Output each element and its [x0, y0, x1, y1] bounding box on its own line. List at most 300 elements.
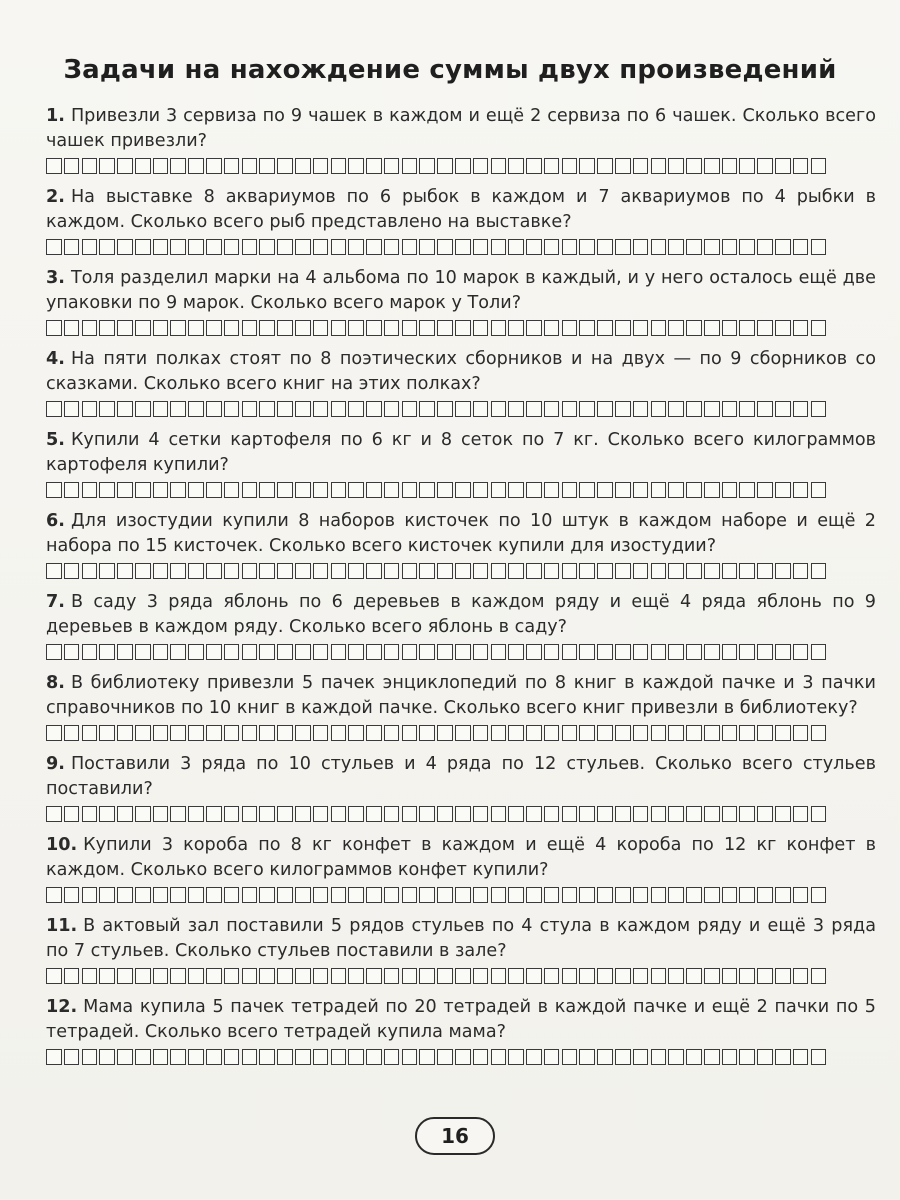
answer-cell[interactable]: [508, 644, 524, 660]
answer-cell[interactable]: [615, 401, 631, 417]
answer-cell[interactable]: [544, 806, 560, 822]
answer-cell[interactable]: [82, 806, 98, 822]
answer-cell[interactable]: [242, 1049, 258, 1065]
answer-cell[interactable]: [259, 806, 275, 822]
answer-cell[interactable]: [188, 806, 204, 822]
answer-cell[interactable]: [757, 482, 773, 498]
answer-cell[interactable]: [224, 239, 240, 255]
answer-cell[interactable]: [117, 725, 133, 741]
answer-cell[interactable]: [224, 644, 240, 660]
answer-cell[interactable]: [384, 563, 400, 579]
answer-cell[interactable]: [242, 887, 258, 903]
answer-cell[interactable]: [722, 887, 738, 903]
answer-cell[interactable]: [117, 887, 133, 903]
answer-cell[interactable]: [633, 725, 649, 741]
answer-cell[interactable]: [46, 320, 62, 336]
answer-cell[interactable]: [64, 725, 80, 741]
answer-cell[interactable]: [117, 482, 133, 498]
answer-cell[interactable]: [224, 563, 240, 579]
answer-cell[interactable]: [704, 1049, 720, 1065]
answer-cell[interactable]: [793, 968, 809, 984]
answer-cell[interactable]: [295, 158, 311, 174]
answer-cell[interactable]: [668, 401, 684, 417]
answer-cell[interactable]: [739, 806, 755, 822]
answer-cell[interactable]: [579, 482, 595, 498]
answer-cell[interactable]: [579, 158, 595, 174]
answer-cell[interactable]: [153, 887, 169, 903]
answer-cell[interactable]: [402, 158, 418, 174]
answer-cell[interactable]: [224, 158, 240, 174]
answer-cell[interactable]: [170, 887, 186, 903]
answer-cell[interactable]: [686, 1049, 702, 1065]
answer-cell[interactable]: [117, 563, 133, 579]
answer-cell[interactable]: [259, 887, 275, 903]
answer-cell[interactable]: [793, 158, 809, 174]
answer-cell[interactable]: [224, 320, 240, 336]
answer-cell[interactable]: [295, 239, 311, 255]
answer-cell[interactable]: [793, 644, 809, 660]
answer-cell[interactable]: [82, 563, 98, 579]
answer-cell[interactable]: [46, 806, 62, 822]
answer-cell[interactable]: [491, 644, 507, 660]
answer-cell[interactable]: [757, 1049, 773, 1065]
answer-cell[interactable]: [99, 320, 115, 336]
answer-cell[interactable]: [419, 401, 435, 417]
answer-cell[interactable]: [686, 887, 702, 903]
answer-cell[interactable]: [313, 239, 329, 255]
answer-cell[interactable]: [46, 158, 62, 174]
answer-cell[interactable]: [242, 968, 258, 984]
answer-cell[interactable]: [348, 644, 364, 660]
answer-cell[interactable]: [99, 725, 115, 741]
answer-cell[interactable]: [811, 725, 827, 741]
answer-cell[interactable]: [651, 320, 667, 336]
answer-cell[interactable]: [597, 806, 613, 822]
answer-cell[interactable]: [206, 968, 222, 984]
answer-cell[interactable]: [668, 563, 684, 579]
answer-cell[interactable]: [704, 482, 720, 498]
answer-cell[interactable]: [668, 482, 684, 498]
answer-cell[interactable]: [117, 806, 133, 822]
answer-cell[interactable]: [597, 644, 613, 660]
answer-cell[interactable]: [544, 725, 560, 741]
answer-cell[interactable]: [668, 320, 684, 336]
answer-cell[interactable]: [508, 482, 524, 498]
answer-cell[interactable]: [331, 563, 347, 579]
answer-cell[interactable]: [437, 644, 453, 660]
answer-cell[interactable]: [633, 1049, 649, 1065]
answer-cell[interactable]: [224, 1049, 240, 1065]
answer-cell[interactable]: [384, 887, 400, 903]
answer-cell[interactable]: [153, 644, 169, 660]
answer-cell[interactable]: [64, 887, 80, 903]
answer-cell[interactable]: [544, 1049, 560, 1065]
answer-cell[interactable]: [366, 239, 382, 255]
answer-cell[interactable]: [473, 644, 489, 660]
answer-cell[interactable]: [437, 320, 453, 336]
answer-cell[interactable]: [615, 725, 631, 741]
answer-cell[interactable]: [117, 320, 133, 336]
answer-cell[interactable]: [313, 644, 329, 660]
answer-cell[interactable]: [793, 806, 809, 822]
answer-cell[interactable]: [668, 239, 684, 255]
answer-cell[interactable]: [242, 563, 258, 579]
answer-cell[interactable]: [366, 320, 382, 336]
answer-cell[interactable]: [686, 968, 702, 984]
answer-cell[interactable]: [277, 725, 293, 741]
answer-cell[interactable]: [295, 401, 311, 417]
answer-cell[interactable]: [135, 968, 151, 984]
answer-cell[interactable]: [188, 158, 204, 174]
answer-cell[interactable]: [46, 968, 62, 984]
answer-cell[interactable]: [633, 320, 649, 336]
answer-cell[interactable]: [153, 158, 169, 174]
answer-cell[interactable]: [402, 887, 418, 903]
answer-cell[interactable]: [419, 725, 435, 741]
answer-cell[interactable]: [473, 320, 489, 336]
answer-cell[interactable]: [686, 806, 702, 822]
answer-cell[interactable]: [562, 806, 578, 822]
answer-cell[interactable]: [544, 644, 560, 660]
answer-cell[interactable]: [242, 725, 258, 741]
answer-cell[interactable]: [739, 239, 755, 255]
answer-cell[interactable]: [722, 158, 738, 174]
answer-cell[interactable]: [615, 563, 631, 579]
answer-cell[interactable]: [366, 563, 382, 579]
answer-cell[interactable]: [668, 1049, 684, 1065]
answer-cell[interactable]: [277, 644, 293, 660]
answer-cell[interactable]: [455, 401, 471, 417]
answer-cell[interactable]: [331, 401, 347, 417]
answer-cell[interactable]: [419, 1049, 435, 1065]
answer-cell[interactable]: [437, 239, 453, 255]
answer-cell[interactable]: [597, 239, 613, 255]
answer-cell[interactable]: [402, 320, 418, 336]
answer-cell[interactable]: [615, 968, 631, 984]
answer-cell[interactable]: [651, 158, 667, 174]
answer-cell[interactable]: [206, 806, 222, 822]
answer-cell[interactable]: [615, 1049, 631, 1065]
answer-cell[interactable]: [615, 482, 631, 498]
answer-cell[interactable]: [775, 158, 791, 174]
answer-cell[interactable]: [206, 482, 222, 498]
answer-cell[interactable]: [508, 320, 524, 336]
answer-cell[interactable]: [170, 320, 186, 336]
answer-cell[interactable]: [206, 320, 222, 336]
answer-cell[interactable]: [99, 563, 115, 579]
answer-cell[interactable]: [775, 320, 791, 336]
answer-cell[interactable]: [473, 725, 489, 741]
answer-cell[interactable]: [775, 806, 791, 822]
answer-cell[interactable]: [811, 320, 827, 336]
answer-cell[interactable]: [562, 725, 578, 741]
answer-cell[interactable]: [64, 968, 80, 984]
answer-cell[interactable]: [775, 644, 791, 660]
answer-cell[interactable]: [117, 401, 133, 417]
answer-cell[interactable]: [135, 320, 151, 336]
answer-cell[interactable]: [170, 725, 186, 741]
answer-cell[interactable]: [82, 482, 98, 498]
answer-cell[interactable]: [668, 806, 684, 822]
answer-cell[interactable]: [633, 482, 649, 498]
answer-cell[interactable]: [366, 644, 382, 660]
answer-cell[interactable]: [526, 1049, 542, 1065]
answer-cell[interactable]: [64, 563, 80, 579]
answer-cell[interactable]: [651, 563, 667, 579]
answer-cell[interactable]: [722, 401, 738, 417]
answer-cell[interactable]: [313, 806, 329, 822]
answer-cell[interactable]: [793, 320, 809, 336]
answer-cell[interactable]: [544, 158, 560, 174]
answer-cell[interactable]: [135, 725, 151, 741]
answer-cell[interactable]: [704, 239, 720, 255]
answer-cell[interactable]: [437, 806, 453, 822]
answer-cell[interactable]: [242, 482, 258, 498]
answer-cell[interactable]: [491, 887, 507, 903]
answer-cell[interactable]: [579, 887, 595, 903]
answer-cell[interactable]: [455, 725, 471, 741]
answer-cell[interactable]: [562, 158, 578, 174]
answer-cell[interactable]: [170, 563, 186, 579]
answer-cell[interactable]: [295, 806, 311, 822]
answer-cell[interactable]: [615, 806, 631, 822]
answer-cell[interactable]: [473, 968, 489, 984]
answer-cell[interactable]: [508, 158, 524, 174]
answer-cell[interactable]: [331, 725, 347, 741]
answer-cell[interactable]: [579, 806, 595, 822]
answer-cell[interactable]: [562, 401, 578, 417]
answer-cell[interactable]: [686, 239, 702, 255]
answer-cell[interactable]: [135, 644, 151, 660]
answer-cell[interactable]: [224, 806, 240, 822]
answer-cell[interactable]: [313, 563, 329, 579]
answer-cell[interactable]: [455, 806, 471, 822]
answer-cell[interactable]: [331, 239, 347, 255]
answer-cell[interactable]: [651, 725, 667, 741]
answer-cell[interactable]: [206, 239, 222, 255]
answer-cell[interactable]: [739, 887, 755, 903]
answer-cell[interactable]: [526, 320, 542, 336]
answer-cell[interactable]: [437, 482, 453, 498]
answer-cell[interactable]: [757, 320, 773, 336]
answer-cell[interactable]: [384, 239, 400, 255]
answer-cell[interactable]: [295, 482, 311, 498]
answer-cell[interactable]: [419, 158, 435, 174]
answer-cell[interactable]: [170, 158, 186, 174]
answer-cell[interactable]: [46, 239, 62, 255]
answer-cell[interactable]: [64, 1049, 80, 1065]
answer-cell[interactable]: [437, 887, 453, 903]
answer-cell[interactable]: [597, 563, 613, 579]
answer-cell[interactable]: [757, 644, 773, 660]
answer-cell[interactable]: [64, 644, 80, 660]
answer-cell[interactable]: [366, 1049, 382, 1065]
answer-cell[interactable]: [277, 482, 293, 498]
answer-cell[interactable]: [277, 401, 293, 417]
answer-cell[interactable]: [224, 968, 240, 984]
answer-cell[interactable]: [295, 563, 311, 579]
answer-cell[interactable]: [757, 725, 773, 741]
answer-cell[interactable]: [331, 320, 347, 336]
answer-cell[interactable]: [562, 968, 578, 984]
answer-cell[interactable]: [757, 887, 773, 903]
answer-cell[interactable]: [99, 1049, 115, 1065]
answer-cell[interactable]: [526, 887, 542, 903]
answer-cell[interactable]: [402, 1049, 418, 1065]
answer-cell[interactable]: [793, 725, 809, 741]
answer-cell[interactable]: [455, 1049, 471, 1065]
answer-cell[interactable]: [135, 239, 151, 255]
answer-cell[interactable]: [259, 968, 275, 984]
answer-cell[interactable]: [206, 1049, 222, 1065]
answer-cell[interactable]: [64, 320, 80, 336]
answer-cell[interactable]: [757, 806, 773, 822]
answer-cell[interactable]: [793, 239, 809, 255]
answer-cell[interactable]: [366, 806, 382, 822]
answer-cell[interactable]: [117, 968, 133, 984]
answer-cell[interactable]: [242, 239, 258, 255]
answer-cell[interactable]: [597, 320, 613, 336]
answer-cell[interactable]: [99, 644, 115, 660]
answer-cell[interactable]: [668, 158, 684, 174]
answer-cell[interactable]: [491, 968, 507, 984]
answer-cell[interactable]: [526, 482, 542, 498]
answer-cell[interactable]: [704, 725, 720, 741]
answer-cell[interactable]: [170, 1049, 186, 1065]
answer-cell[interactable]: [739, 968, 755, 984]
answer-cell[interactable]: [437, 725, 453, 741]
answer-cell[interactable]: [722, 725, 738, 741]
answer-cell[interactable]: [402, 725, 418, 741]
answer-cell[interactable]: [331, 968, 347, 984]
answer-cell[interactable]: [366, 401, 382, 417]
answer-cell[interactable]: [739, 563, 755, 579]
answer-cell[interactable]: [455, 482, 471, 498]
answer-cell[interactable]: [206, 644, 222, 660]
answer-cell[interactable]: [615, 644, 631, 660]
answer-cell[interactable]: [544, 320, 560, 336]
answer-cell[interactable]: [153, 968, 169, 984]
answer-cell[interactable]: [135, 1049, 151, 1065]
answer-cell[interactable]: [419, 968, 435, 984]
answer-cell[interactable]: [437, 1049, 453, 1065]
answer-cell[interactable]: [811, 482, 827, 498]
answer-cell[interactable]: [313, 482, 329, 498]
answer-cell[interactable]: [99, 968, 115, 984]
answer-cell[interactable]: [313, 158, 329, 174]
answer-cell[interactable]: [402, 239, 418, 255]
answer-cell[interactable]: [615, 158, 631, 174]
answer-cell[interactable]: [259, 482, 275, 498]
answer-cell[interactable]: [491, 158, 507, 174]
answer-cell[interactable]: [188, 320, 204, 336]
answer-cell[interactable]: [473, 158, 489, 174]
answer-cell[interactable]: [811, 968, 827, 984]
answer-cell[interactable]: [224, 725, 240, 741]
answer-cell[interactable]: [259, 401, 275, 417]
answer-cell[interactable]: [402, 806, 418, 822]
answer-cell[interactable]: [651, 806, 667, 822]
answer-cell[interactable]: [82, 644, 98, 660]
answer-cell[interactable]: [188, 887, 204, 903]
answer-cell[interactable]: [491, 1049, 507, 1065]
answer-cell[interactable]: [579, 563, 595, 579]
answer-cell[interactable]: [491, 725, 507, 741]
answer-cell[interactable]: [46, 482, 62, 498]
answer-cell[interactable]: [651, 1049, 667, 1065]
answer-cell[interactable]: [153, 482, 169, 498]
answer-cell[interactable]: [704, 158, 720, 174]
answer-cell[interactable]: [597, 158, 613, 174]
answer-cell[interactable]: [348, 158, 364, 174]
answer-cell[interactable]: [686, 482, 702, 498]
answer-cell[interactable]: [419, 806, 435, 822]
answer-cell[interactable]: [295, 887, 311, 903]
answer-cell[interactable]: [775, 563, 791, 579]
answer-cell[interactable]: [704, 320, 720, 336]
answer-cell[interactable]: [242, 158, 258, 174]
answer-cell[interactable]: [46, 563, 62, 579]
answer-cell[interactable]: [295, 644, 311, 660]
answer-cell[interactable]: [348, 320, 364, 336]
answer-cell[interactable]: [757, 158, 773, 174]
answer-cell[interactable]: [170, 401, 186, 417]
answer-cell[interactable]: [615, 320, 631, 336]
answer-cell[interactable]: [704, 887, 720, 903]
answer-cell[interactable]: [686, 401, 702, 417]
answer-cell[interactable]: [277, 158, 293, 174]
answer-cell[interactable]: [402, 563, 418, 579]
answer-cell[interactable]: [277, 968, 293, 984]
answer-cell[interactable]: [348, 482, 364, 498]
answer-cell[interactable]: [64, 239, 80, 255]
answer-cell[interactable]: [651, 239, 667, 255]
answer-cell[interactable]: [117, 644, 133, 660]
answer-cell[interactable]: [206, 887, 222, 903]
answer-cell[interactable]: [402, 968, 418, 984]
answer-cell[interactable]: [277, 239, 293, 255]
answer-cell[interactable]: [544, 239, 560, 255]
answer-cell[interactable]: [579, 1049, 595, 1065]
answer-cell[interactable]: [633, 806, 649, 822]
answer-cell[interactable]: [473, 887, 489, 903]
answer-cell[interactable]: [704, 806, 720, 822]
answer-cell[interactable]: [437, 563, 453, 579]
answer-cell[interactable]: [295, 968, 311, 984]
answer-cell[interactable]: [188, 968, 204, 984]
answer-cell[interactable]: [526, 725, 542, 741]
answer-cell[interactable]: [135, 482, 151, 498]
answer-cell[interactable]: [188, 725, 204, 741]
answer-cell[interactable]: [99, 887, 115, 903]
answer-cell[interactable]: [437, 158, 453, 174]
answer-cell[interactable]: [579, 644, 595, 660]
answer-cell[interactable]: [313, 887, 329, 903]
answer-cell[interactable]: [615, 239, 631, 255]
answer-cell[interactable]: [82, 968, 98, 984]
answer-cell[interactable]: [579, 239, 595, 255]
answer-cell[interactable]: [402, 482, 418, 498]
answer-cell[interactable]: [722, 1049, 738, 1065]
answer-cell[interactable]: [562, 239, 578, 255]
answer-cell[interactable]: [793, 401, 809, 417]
answer-cell[interactable]: [384, 320, 400, 336]
answer-cell[interactable]: [739, 725, 755, 741]
answer-cell[interactable]: [170, 806, 186, 822]
answer-cell[interactable]: [295, 1049, 311, 1065]
answer-cell[interactable]: [135, 806, 151, 822]
answer-cell[interactable]: [206, 563, 222, 579]
